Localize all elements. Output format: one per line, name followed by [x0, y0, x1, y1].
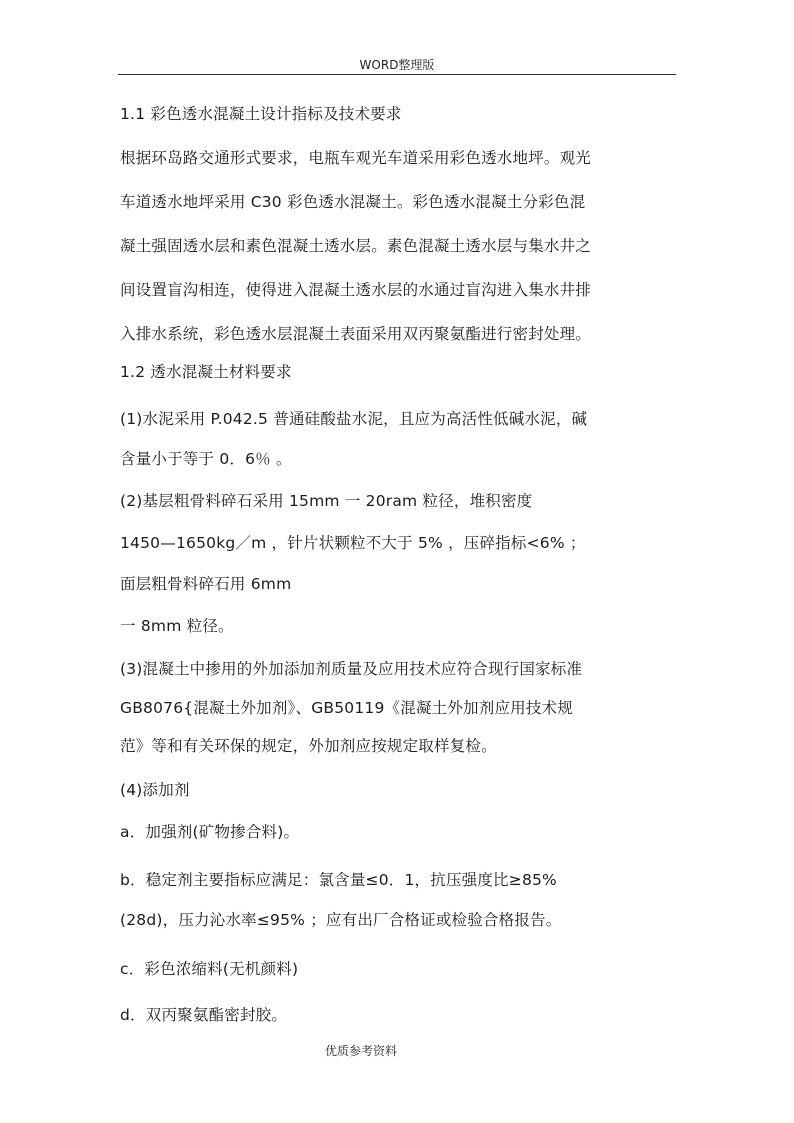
heading-1-1: 1.1 彩色透水混凝土设计指标及技术要求	[120, 105, 402, 123]
paragraph-line: 范》等和有关环保的规定，外加剂应按规定取样复检。	[120, 737, 497, 755]
paragraph-line: (28d)，压力沁水率≤95% ；应有出厂合格证或检验合格报告。	[120, 911, 562, 929]
page-footer: 优质参考资料	[324, 1044, 397, 1058]
heading-1-2: 1.2 透水混凝土材料要求	[120, 363, 292, 381]
header-divider	[118, 74, 676, 75]
list-item-b: b．稳定剂主要指标应满足：氯含量≤0．1，抗压强度比≥85%	[120, 871, 557, 889]
paragraph-line: (4)添加剂	[120, 781, 190, 799]
list-item-c: c．彩色浓缩料(无机颜料)	[120, 960, 299, 978]
paragraph-line: (1)水泥采用 P.042.5 普通硅酸盐水泥，且应为高活性低碱水泥，碱	[120, 410, 588, 428]
paragraph-line: 凝土强固透水层和素色混凝土透水层。素色混凝土透水层与集水井之	[120, 237, 592, 255]
paragraph-line: GB8076{混凝土外加剂》、GB50119《混凝土外加剂应用技术规	[120, 699, 573, 717]
list-item-d: d．双丙聚氨酯密封胶。	[120, 1006, 288, 1024]
paragraph-line: 根据环岛路交通形式要求，电瓶车观光车道采用彩色透水地坪。观光	[120, 149, 592, 167]
paragraph-line: 含量小于等于 0．6％ 。	[120, 450, 292, 468]
paragraph-line: (2)基层粗骨料碎石采用 15mm 一 20ram 粒径，堆积密度	[120, 492, 533, 510]
paragraph-line: 1450—1650kg／m ，针片状颗粒不大于 5% ，压碎指标<6% ；	[120, 534, 586, 552]
paragraph-line: 一 8mm 粒径。	[120, 617, 234, 635]
paragraph-line: 面层粗骨料碎石用 6mm	[120, 575, 292, 593]
paragraph-line: 车道透水地坪采用 C30 彩色透水混凝土。彩色透水混凝土分彩色混	[120, 193, 586, 211]
paragraph-line: (3)混凝土中掺用的外加添加剂质量及应用技术应符合现行国家标准	[120, 660, 583, 678]
paragraph-line: 入排水系统，彩色透水层混凝土表面采用双丙聚氨酯进行密封处理。	[120, 325, 592, 343]
list-item-a: a．加强剂(矿物掺合料)。	[120, 823, 300, 841]
paragraph-line: 间设置盲沟相连，使得进入混凝土透水层的水通过盲沟进入集水井排	[120, 281, 592, 299]
page-header: WORD整理版	[359, 58, 435, 72]
